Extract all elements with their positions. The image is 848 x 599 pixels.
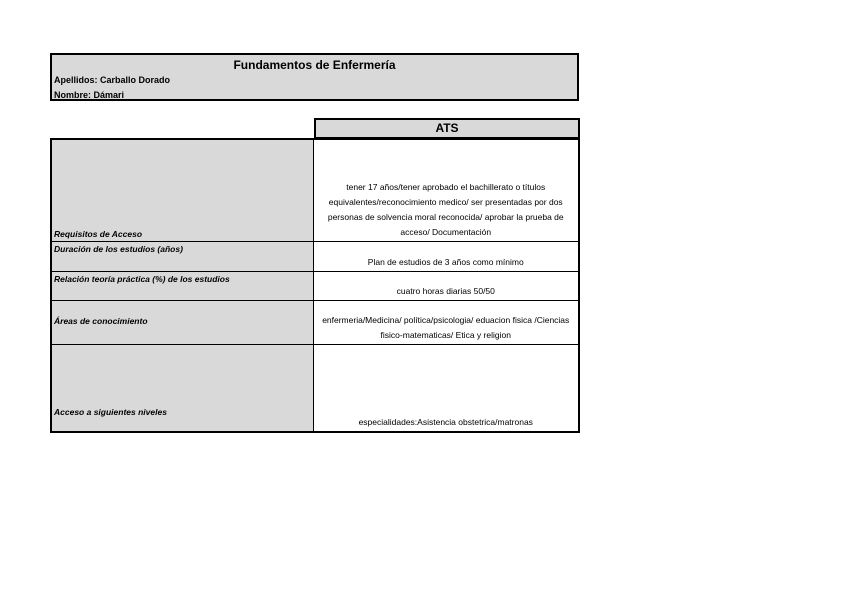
apellidos-line: Apellidos: Carballo Dorado (54, 75, 171, 85)
comparison-table (50, 138, 580, 433)
row-label: Relación teoría práctica (%) de los estudios (51, 271, 313, 300)
row-value: cuatro horas diarias 50/50 (313, 271, 579, 300)
row-label: Áreas de conocimiento (51, 300, 313, 344)
row-value: enfermeria/Medicina/ política/psicologia/ eduacion fisica /Ciencias fisico-matematicas/ Etica y religion (313, 300, 579, 344)
row-value: Plan de estudios de 3 años como mínimo (313, 241, 579, 271)
table-row (51, 300, 579, 344)
table-row (51, 271, 579, 300)
table-row (51, 344, 579, 432)
nombre-line: Nombre: Dámari (54, 90, 125, 100)
document-title: Fundamentos de Enfermería (233, 58, 396, 72)
row-label: Requisitos de Acceso (51, 139, 313, 241)
table-row (51, 241, 579, 271)
student-header (50, 53, 579, 101)
row-label: Duración de los estudios (años) (51, 241, 313, 271)
row-label: Acceso a siguientes niveles (51, 344, 313, 432)
row-value: especialidades:Asistencia obstetrica/matronas (313, 344, 579, 432)
table-row (51, 139, 579, 241)
row-value: tener 17 años/tener aprobado el bachillerato o títulos equivalentes/reconocimiento medico/ ser presentadas por dos personas de solvencia moral reconocida/ aprobar la prueba de acceso/ Documentación (313, 139, 579, 241)
column-header-ats: ATS (314, 118, 580, 139)
